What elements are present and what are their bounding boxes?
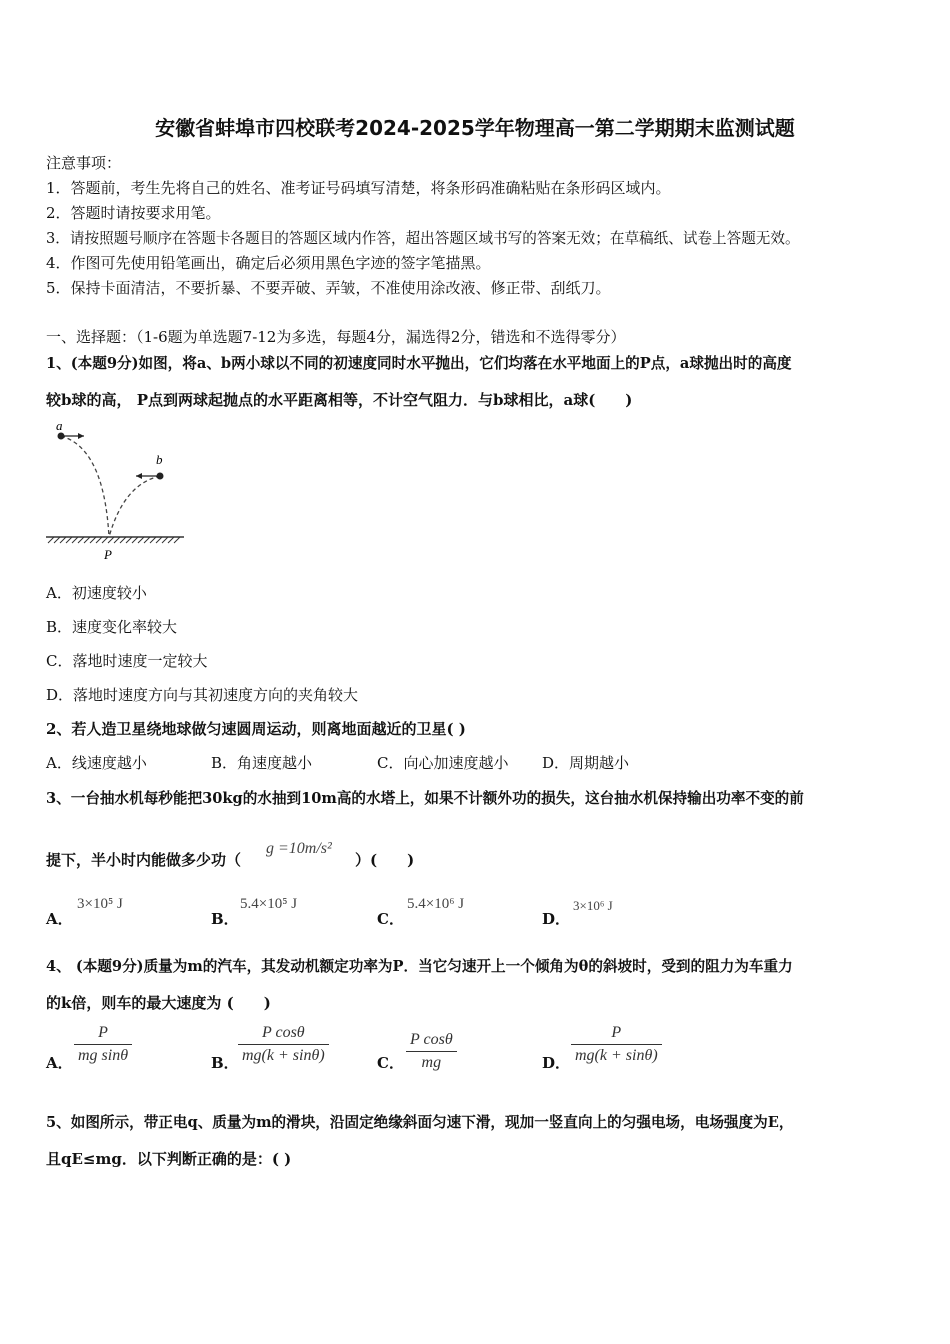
q2-option-c: C．向心加速度越小 bbox=[377, 754, 509, 772]
ball-b bbox=[157, 473, 164, 480]
fraction-numerator: P bbox=[98, 1024, 108, 1041]
fraction-denominator: mg bbox=[421, 1054, 442, 1071]
notice-item: 1．答题前，考生先将自己的姓名、准考证号码填写清楚，将条形码准确粘贴在条形码区域内。 bbox=[46, 179, 671, 197]
fraction-numerator: P cosθ bbox=[410, 1031, 453, 1048]
arrowhead-b bbox=[136, 473, 142, 479]
q2-option-b: B．角速度越小 bbox=[211, 754, 313, 772]
fraction-denominator: mg(k + sinθ) bbox=[575, 1047, 658, 1064]
q3-stem-line2-post: ）( ) bbox=[355, 851, 415, 869]
fraction-denominator: mg(k + sinθ) bbox=[242, 1047, 325, 1064]
section-heading: 一、选择题：（1-6题为单选题7-12为多选，每题4分，漏选得2分，错选和不选得零分） bbox=[46, 328, 626, 346]
q2-option-a: A．线速度越小 bbox=[46, 754, 147, 772]
notice-item: 5．保持卡面清洁，不要折暴、不要弄破、弄皱，不准使用涂改液、修正带、刮纸刀。 bbox=[46, 279, 611, 297]
trajectory-a bbox=[61, 436, 109, 537]
q3-stem-line1: 3、一台抽水机每秒能把30kg的水抽到10m高的水塔上，如果不计额外功的损失，这台抽水机保持输出功率不变的前 bbox=[46, 790, 804, 807]
q1-option-d: D．落地时速度方向与其初速度方向的夹角较大 bbox=[46, 686, 359, 704]
q1-stem-line2: 较b球的高， P点到两球起抛点的水平距离相等，不计空气阻力．与b球相比，a球( ) bbox=[46, 391, 633, 409]
q1-stem-line1: 1、(本题9分)如图，将a、b两小球以不同的初速度同时水平抛出，它们均落在水平地面上的P点，a球抛出时的高度 bbox=[46, 355, 792, 372]
label-a: a bbox=[56, 418, 63, 433]
q3-stem-line2-pre: 提下，半小时内能做多少功（ bbox=[46, 851, 242, 869]
fraction-numerator: P bbox=[611, 1024, 622, 1041]
notice-item: 4．作图可先使用铅笔画出，确定后必须用黑色字迹的签字笔描黑。 bbox=[46, 254, 491, 272]
q3-option-d-label: D． bbox=[542, 910, 571, 928]
q2-option-d: D．周期越小 bbox=[542, 754, 630, 772]
q4-option-d-label: D． bbox=[542, 1054, 571, 1072]
q4-option-a-label: A． bbox=[46, 1054, 73, 1072]
q3-option-b-value: 5.4×10⁵ J bbox=[240, 896, 298, 912]
fraction-numerator: P cosθ bbox=[261, 1024, 305, 1041]
label-p: P bbox=[104, 547, 112, 562]
q1-option-a: A．初速度较小 bbox=[46, 584, 147, 602]
q4-option-b-label: B． bbox=[211, 1054, 239, 1072]
q4-stem-line1: 4、 (本题9分)质量为m的汽车，其发动机额定功率为P．当它匀速开上一个倾角为θ的斜坡时，受到的阻力为车重力 bbox=[46, 958, 793, 975]
notice-item: 2．答题时请按要求用笔。 bbox=[46, 204, 221, 222]
q1-option-b: B．速度变化率较大 bbox=[46, 618, 178, 636]
notice-item: 3．请按照题号顺序在答题卡各题目的答题区域内作答，超出答题区域书写的答案无效；在草稿纸、试卷上答题无效。 bbox=[46, 230, 800, 247]
page-title: 安徽省蚌埠市四校联考2024-2025学年物理高一第二学期期末监测试题 bbox=[155, 116, 795, 140]
q3-gravity-formula: g =10m/s² bbox=[266, 840, 332, 857]
q4-stem-line2: 的k倍，则车的最大速度为 ( ) bbox=[46, 994, 271, 1012]
q3-option-a-label: A． bbox=[46, 910, 73, 928]
ball-a bbox=[58, 433, 65, 440]
q4-option-b-fraction bbox=[238, 1024, 329, 1065]
q3-option-a-value: 3×10⁵ J bbox=[77, 896, 123, 912]
trajectory-b bbox=[109, 476, 160, 537]
q3-option-c-label: C． bbox=[377, 910, 404, 928]
fraction-denominator: mg sinθ bbox=[78, 1047, 129, 1064]
q4-option-c-fraction bbox=[406, 1031, 457, 1072]
q4-option-a-fraction bbox=[74, 1024, 132, 1065]
q3-option-c-value: 5.4×10⁶ J bbox=[407, 896, 465, 912]
ground-hatch bbox=[46, 537, 184, 543]
q2-stem: 2、若人造卫星绕地球做匀速圆周运动，则离地面越近的卫星( ) bbox=[46, 720, 466, 738]
q5-stem-line2: 且qE≤mg．以下判断正确的是：( ) bbox=[46, 1150, 292, 1168]
q4-option-c-label: C． bbox=[377, 1054, 404, 1072]
q5-stem-line1: 5、如图所示，带正电q、质量为m的滑块，沿固定绝缘斜面匀速下滑，现加一竖直向上的匀强电场，电场强度为E， bbox=[46, 1114, 794, 1131]
q3-option-d-value: 3×10⁶ J bbox=[573, 898, 613, 913]
arrowhead-a bbox=[78, 433, 84, 439]
q3-option-b-label: B． bbox=[211, 910, 239, 928]
q4-option-d-fraction bbox=[571, 1024, 662, 1065]
notice-heading: 注意事项： bbox=[46, 154, 122, 172]
q1-option-c: C．落地时速度一定较大 bbox=[46, 652, 208, 670]
label-b: b bbox=[156, 452, 163, 467]
q1-projectile-figure bbox=[44, 418, 189, 566]
